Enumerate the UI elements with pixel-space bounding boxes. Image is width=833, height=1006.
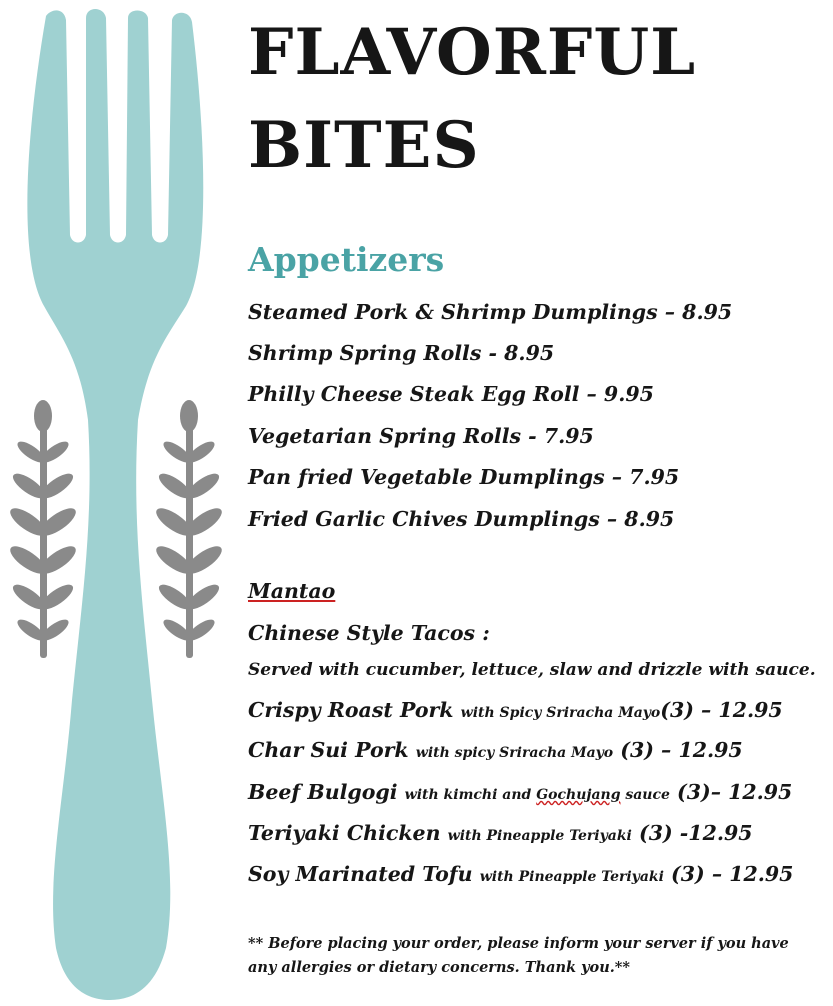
item-detail: with spicy Sriracha Mayo xyxy=(415,745,614,761)
item-price: (3) – 12.95 xyxy=(663,862,794,886)
item-price: (3) – 12.95 xyxy=(660,698,783,722)
mantao-item xyxy=(248,738,743,762)
menu-title xyxy=(248,6,696,192)
appetizer-item: Pan fried Vegetable Dumplings – 7.95 xyxy=(248,465,680,489)
right-sprig-icon xyxy=(152,400,226,658)
item-price: (3) – 12.95 xyxy=(613,738,743,762)
item-name: Teriyaki Chicken xyxy=(248,821,441,845)
mantao-item xyxy=(248,780,792,804)
title-line-1: FLAVORFUL xyxy=(248,15,697,90)
misspelled-word: Gochujang xyxy=(536,787,621,803)
item-detail: with Pineapple Teriyaki xyxy=(479,869,664,885)
item-name: Beef Bulgogi xyxy=(248,780,398,804)
item-detail: with Pineapple Teriyaki xyxy=(447,828,632,844)
fork-icon xyxy=(27,9,203,1000)
appetizer-item: Fried Garlic Chives Dumplings – 8.95 xyxy=(248,507,675,531)
title-line-2: BITES xyxy=(248,108,480,183)
appetizers-heading: Appetizers xyxy=(248,240,445,279)
mantao-subheading: Chinese Style Tacos : xyxy=(248,621,490,645)
item-name: Crispy Roast Pork xyxy=(248,698,454,722)
appetizer-item: Steamed Pork & Shrimp Dumplings – 8.95 xyxy=(248,300,733,324)
left-sprig-icon xyxy=(6,400,80,658)
appetizer-item: Shrimp Spring Rolls - 8.95 xyxy=(248,341,555,365)
mantao-item xyxy=(248,698,783,722)
item-price: (3)– 12.95 xyxy=(669,780,793,804)
mantao-description: Served with cucumber, lettuce, slaw and drizzle with sauce. xyxy=(248,660,816,680)
mantao-item xyxy=(248,862,793,886)
mantao-item xyxy=(248,821,753,845)
allergy-note: ** Before placing your order, please inform your server if you have any allergies or dietary concerns. Thank you.** xyxy=(248,935,789,976)
mantao-heading: Mantao xyxy=(248,579,336,603)
item-name: Soy Marinated Tofu xyxy=(248,862,473,886)
appetizer-item: Vegetarian Spring Rolls - 7.95 xyxy=(248,424,594,448)
item-detail: with kimchi and Gochujang sauce xyxy=(404,787,670,803)
item-price: (3) -12.95 xyxy=(631,821,753,845)
appetizer-item: Philly Cheese Steak Egg Roll – 9.95 xyxy=(248,382,654,406)
item-name: Char Sui Pork xyxy=(248,738,409,762)
item-detail: with Spicy Sriracha Mayo xyxy=(460,705,661,721)
